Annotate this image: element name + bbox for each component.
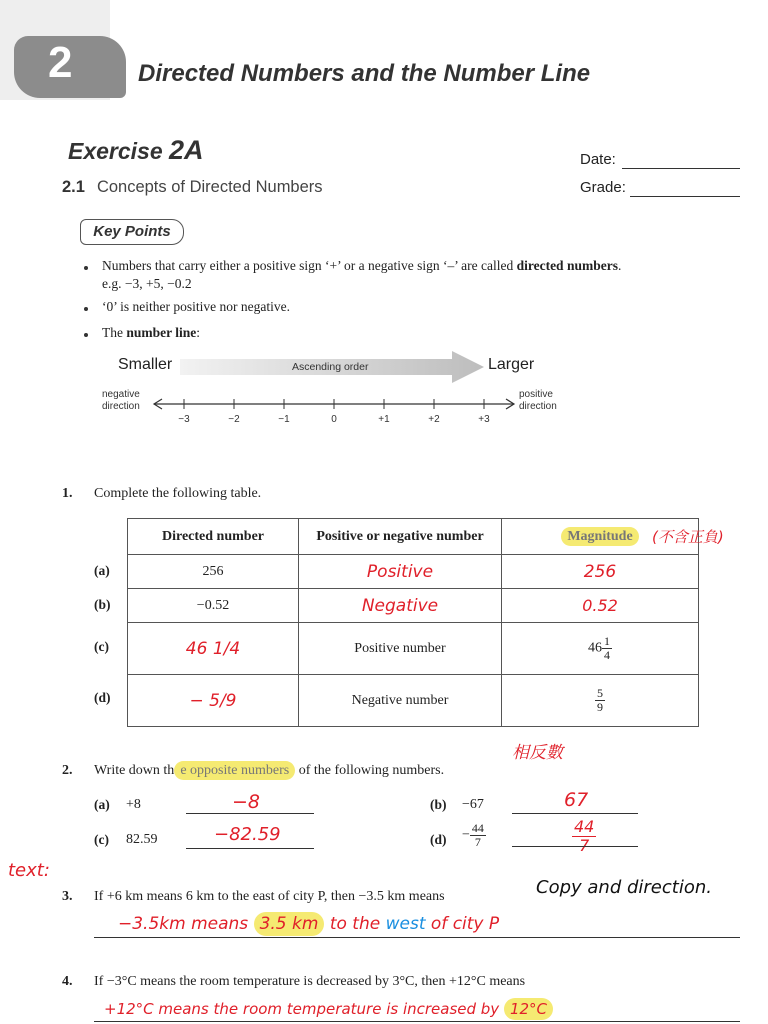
table-cell: −0.52: [128, 589, 299, 623]
part-value: +8: [126, 797, 141, 812]
label-line: negative: [102, 389, 140, 400]
date-label: Date:: [580, 151, 616, 168]
answer-part: to the: [324, 914, 386, 934]
section-heading: [62, 178, 323, 197]
numerator: 1: [604, 634, 610, 648]
answer-line: [512, 845, 638, 847]
row-label: (a): [94, 563, 110, 578]
sign: −: [462, 827, 470, 843]
fraction: [602, 635, 612, 662]
question-number: 1.: [62, 486, 73, 501]
answer-part: +12°C means the room temperature is increased by: [104, 1000, 504, 1018]
key-point-3: [102, 325, 200, 341]
denominator: 4: [604, 648, 610, 662]
question-text: If +6 km means 6 km to the east of city P, then −3.5 km means: [94, 889, 445, 904]
answer-part: −3.5km means: [118, 914, 254, 934]
handwritten-answer: Positive: [299, 555, 502, 589]
tick-label: +1: [378, 414, 390, 425]
numerator: 44: [574, 817, 595, 836]
highlighted-term: e opposite numbers: [174, 761, 295, 780]
table-header-row: [128, 519, 699, 555]
handwritten-note: Copy and direction.: [536, 877, 712, 898]
handwritten-answer: 256: [502, 555, 699, 589]
answer-highlight: 3.5 km: [254, 912, 325, 936]
tick-label: −2: [228, 414, 240, 425]
tick-label: +3: [478, 414, 490, 425]
question-text: [94, 763, 444, 779]
key-point-example: e.g. −3, +5, −0.2: [102, 276, 192, 291]
key-points-label: Key Points: [80, 219, 184, 245]
answer-part: of city P: [425, 914, 500, 934]
row-label: (c): [94, 639, 109, 654]
handwritten-answer: [572, 818, 596, 855]
table-cell: 256: [128, 555, 299, 589]
section-number: 2.1: [62, 178, 85, 196]
key-point-term: directed numbers: [516, 258, 618, 273]
row-label: (b): [94, 597, 111, 612]
date-field[interactable]: [622, 167, 740, 169]
smaller-label: Smaller: [118, 356, 173, 373]
denominator: 9: [597, 700, 603, 714]
part-value: −67: [462, 797, 484, 812]
answer-line: [94, 936, 740, 938]
fraction: [595, 687, 605, 714]
ascending-order-label: Ascending order: [292, 361, 369, 373]
opposite-note: 相反數: [512, 743, 563, 763]
magnitude-header: Magnitude: [561, 527, 638, 546]
handwritten-answer: 0.52: [502, 589, 699, 623]
answer-direction: west: [385, 914, 426, 934]
part-label: (b): [430, 797, 447, 812]
handwritten-answer: 67: [564, 789, 589, 811]
magnitude-note: (不含正負): [652, 528, 724, 546]
handwritten-answer: − 5/9: [128, 675, 299, 727]
answer-line: [186, 812, 314, 814]
part-label: (a): [94, 797, 110, 812]
key-point-term: number line: [126, 325, 197, 340]
question-number: 3.: [62, 889, 73, 904]
question-number: 4.: [62, 974, 73, 989]
table-row: [128, 623, 699, 675]
part-value: 82.59: [126, 832, 158, 847]
question-text-part: of the following numbers.: [295, 763, 445, 778]
question-text: If −3°C means the room temperature is decreased by 3°C, then +12°C means: [94, 974, 526, 989]
table-row: [128, 589, 699, 623]
magnitude-cell: [502, 675, 699, 727]
bullet-dot: [84, 307, 88, 311]
column-header: Directed number: [128, 519, 299, 555]
positive-direction-label: [519, 389, 557, 413]
denominator: 7: [474, 835, 481, 849]
handwritten-answer: [104, 1000, 553, 1019]
tick-label: +2: [428, 414, 440, 425]
key-point-text: Numbers that carry either a positive sign ‘+’ or a negative sign ‘–’ are called: [102, 258, 517, 273]
key-point-2: ‘0’ is neither positive nor negative.: [102, 299, 290, 314]
key-point-text: :: [196, 325, 201, 340]
larger-label: Larger: [488, 356, 535, 373]
bullet-dot: [84, 333, 88, 337]
denominator: 7: [579, 836, 590, 855]
magnitude-cell: [502, 623, 699, 675]
table-cell: Positive number: [299, 623, 502, 675]
question-text: Complete the following table.: [94, 486, 262, 501]
tick-label: −1: [278, 414, 290, 425]
answer-line: [512, 812, 638, 814]
bullet-dot: [84, 266, 88, 270]
grade-label: Grade:: [580, 179, 626, 196]
label-line: direction: [519, 401, 557, 412]
key-point-1: [102, 258, 702, 274]
table-cell: Negative number: [299, 675, 502, 727]
handwritten-answer: −82.59: [214, 824, 281, 845]
numerator: 44: [471, 821, 484, 835]
number-line: [150, 396, 520, 414]
fraction: [572, 818, 596, 855]
tick-label: −3: [178, 414, 190, 425]
handwritten-answer: −8: [232, 791, 261, 813]
exercise-prefix: Exercise: [68, 138, 170, 164]
directed-number-table: [127, 518, 699, 727]
grade-field[interactable]: [630, 195, 740, 197]
negative-direction-label: [102, 389, 140, 413]
chapter-title: Directed Numbers and the Number Line: [138, 60, 591, 87]
answer-line: [94, 1020, 740, 1022]
answer-line: [186, 847, 314, 849]
handwritten-answer: 46 1/4: [128, 623, 299, 675]
exercise-code: 2A: [169, 135, 204, 165]
numerator: 5: [597, 686, 603, 700]
tick-label: 0: [331, 414, 337, 425]
handwritten-answer: Negative: [299, 589, 502, 623]
section-title: Concepts of Directed Numbers: [96, 178, 323, 196]
exercise-title: [68, 135, 204, 166]
row-label: (d): [94, 690, 111, 705]
question-text-part: Write down th: [94, 763, 175, 778]
part-label: (d): [430, 832, 447, 847]
key-point-text: .: [617, 258, 622, 273]
label-line: positive: [519, 389, 553, 400]
table-row: [128, 675, 699, 727]
part-value: [462, 822, 486, 849]
margin-note: text:: [8, 860, 50, 881]
part-label: (c): [94, 832, 109, 847]
chapter-number: 2: [48, 38, 73, 87]
answer-highlight: 12°C: [504, 998, 553, 1020]
question-number: 2.: [62, 763, 73, 778]
handwritten-answer: [118, 914, 499, 934]
fraction: [470, 822, 486, 849]
column-header: Positive or negative number: [299, 519, 502, 555]
table-row: [128, 555, 699, 589]
whole-part: 46: [588, 640, 602, 656]
label-line: direction: [102, 401, 140, 412]
key-point-text: The: [102, 325, 127, 340]
